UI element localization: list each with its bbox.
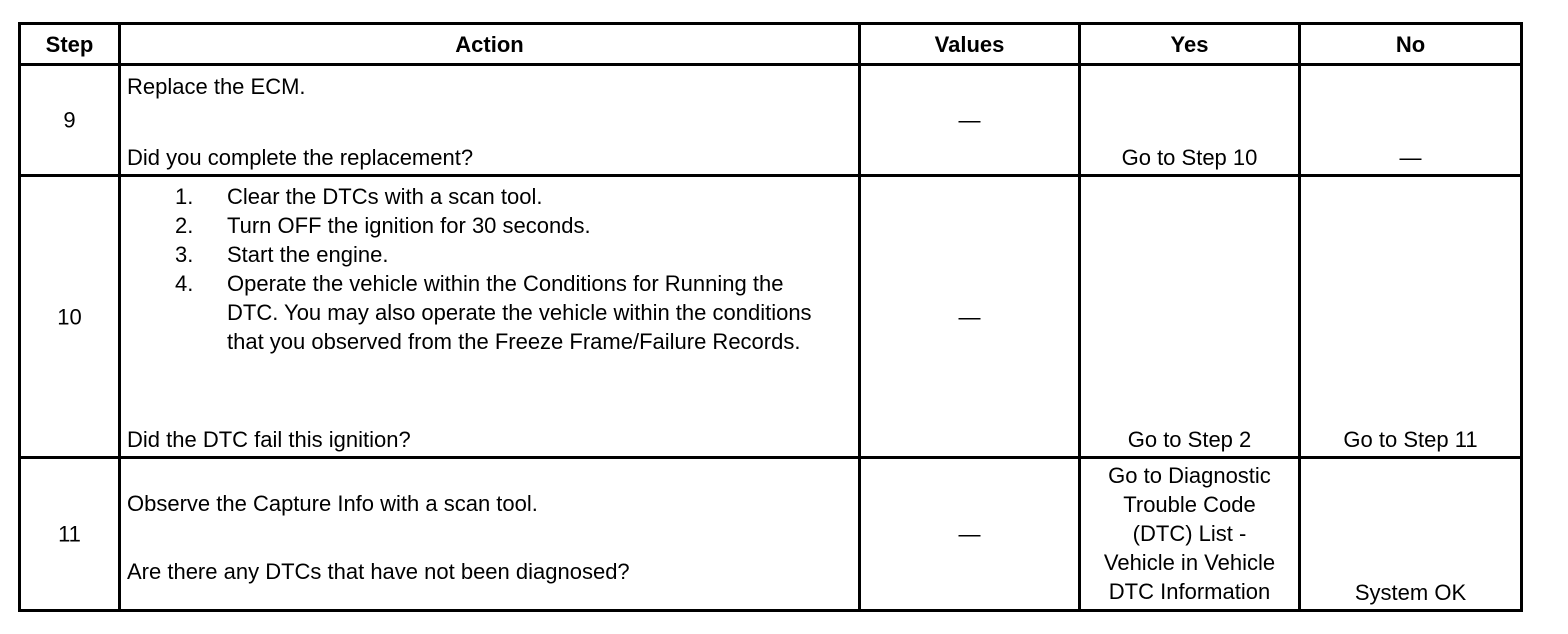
- step-cell: [20, 65, 120, 176]
- step-cell: [20, 176, 120, 458]
- table-row-step-9: [20, 65, 1522, 176]
- no-result: —: [1399, 145, 1422, 170]
- action-step-text: Turn OFF the ignition for 30 seconds.: [227, 213, 591, 238]
- step-number: 11: [58, 521, 81, 547]
- table-row-step-11: [20, 458, 1522, 611]
- yes-result-line: DTC Information: [1108, 579, 1271, 604]
- yes-result: Go to Step 10: [1121, 145, 1258, 170]
- action-step-item: [175, 211, 828, 240]
- values-cell: [860, 458, 1080, 611]
- yes-result-line: (DTC) List -: [1132, 521, 1247, 546]
- action-cell: [120, 176, 860, 458]
- yes-result: Go to Step 2: [1127, 427, 1252, 452]
- header-step: Step: [20, 24, 120, 65]
- header-yes: Yes: [1080, 24, 1300, 65]
- table-header-row: [20, 24, 1522, 65]
- values-text: —: [958, 107, 981, 133]
- action-instruction: Replace the ECM.: [127, 74, 306, 99]
- values-text: —: [958, 304, 981, 329]
- action-step-number: 1.: [175, 184, 194, 209]
- yes-cell: [1080, 458, 1300, 611]
- yes-cell: [1080, 65, 1300, 176]
- no-cell: [1300, 65, 1522, 176]
- yes-cell: [1080, 176, 1300, 458]
- yes-result-line: Trouble Code: [1123, 492, 1256, 517]
- values-text: —: [958, 521, 981, 547]
- yes-result-line: Vehicle in Vehicle: [1103, 550, 1276, 575]
- action-question: Did the DTC fail this ignition?: [127, 427, 411, 452]
- action-cell: [120, 458, 860, 611]
- action-step-item: [175, 269, 828, 356]
- values-cell: [860, 176, 1080, 458]
- action-step-text: Start the engine.: [227, 242, 389, 267]
- action-step-list: [175, 182, 828, 356]
- action-step-text: Clear the DTCs with a scan tool.: [227, 184, 543, 209]
- action-instruction: Observe the Capture Info with a scan tool.: [127, 491, 538, 516]
- action-step-number: 3.: [175, 242, 194, 267]
- table-row-step-10: [20, 176, 1522, 458]
- action-cell: [120, 65, 860, 176]
- step-number: 10: [57, 304, 82, 329]
- step-number: 9: [63, 107, 76, 133]
- yes-result-line: Go to Diagnostic: [1108, 463, 1271, 488]
- action-question: Are there any DTCs that have not been diagnosed?: [127, 559, 630, 584]
- action-step-item: [175, 240, 828, 269]
- action-step-text: Operate the vehicle within the Conditions for Running the DTC. You may also operate the vehicle within the conditions that you observed from the Freeze Frame/Failure Records.: [227, 271, 812, 354]
- action-step-number: 4.: [175, 271, 194, 296]
- action-question: Did you complete the replacement?: [127, 145, 474, 170]
- header-values: Values: [860, 24, 1080, 65]
- step-cell: [20, 458, 120, 611]
- no-cell: [1300, 458, 1522, 611]
- no-result: System OK: [1354, 580, 1467, 605]
- no-result: Go to Step 11: [1343, 427, 1478, 452]
- values-cell: [860, 65, 1080, 176]
- no-cell: [1300, 176, 1522, 458]
- diagnostic-table: [18, 22, 1523, 612]
- header-action: Action: [120, 24, 860, 65]
- action-step-number: 2.: [175, 213, 194, 238]
- header-no: No: [1300, 24, 1522, 65]
- action-step-item: [175, 182, 828, 211]
- yes-result: [1085, 461, 1294, 606]
